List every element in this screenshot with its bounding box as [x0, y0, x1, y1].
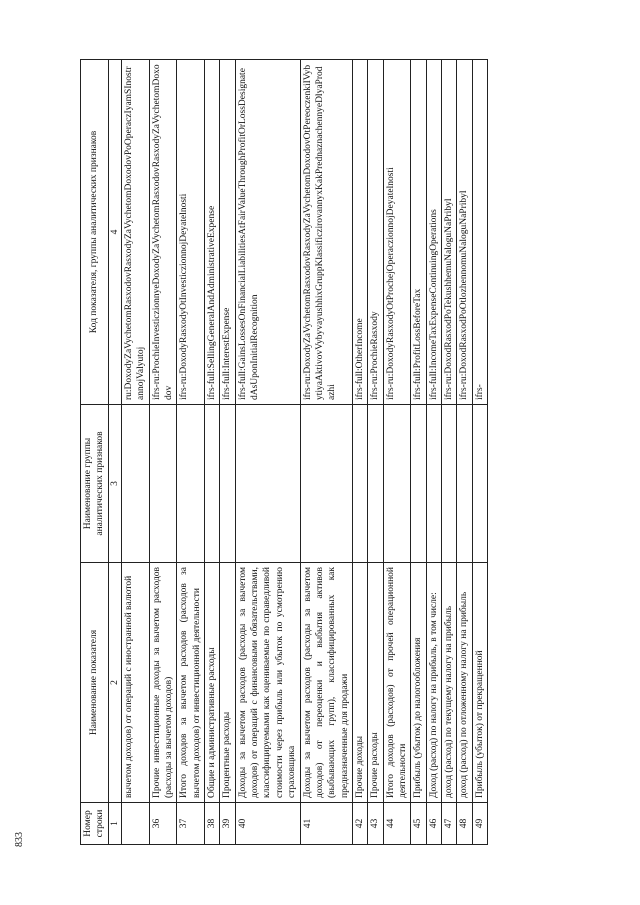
table-row — [411, 60, 426, 845]
row-number: 45 — [411, 803, 426, 845]
indicator-code: ifrs-full:InterestExpense — [220, 60, 235, 405]
row-number: 43 — [368, 803, 383, 845]
table-row — [368, 60, 383, 845]
indicator-code: ifrs-ru:DoxodyZaVychetomRasxodovRasxodyZaVychetomDoxodovOtPereoczenkiIVybytiyaAktivovVybyvayushhixGruppKlassificzirovannyxKakPrednaznachennyeDlyaProdazhi — [300, 60, 352, 405]
column-number: 4 — [108, 60, 121, 405]
table-row — [177, 60, 205, 845]
indicator-name: Доход (расход) по налогу на прибыль, в том числе: — [426, 563, 441, 803]
indicator-name: Прибыль (убыток) от прекращенной — [472, 563, 487, 803]
indicator-code: ifrs-ru:DoxodyRasxodyOtInvesticzionnojDeyatelnosti — [177, 60, 205, 405]
indicator-name: Прочие расходы — [368, 563, 383, 803]
indicator-code: ifrs-ru:DoxodyRasxodyOtProchejOperaczionnojDeyatelnosti — [383, 60, 411, 405]
row-number: 44 — [383, 803, 411, 845]
group-name — [472, 405, 487, 563]
table-row — [352, 60, 367, 845]
indicator-table — [80, 59, 488, 845]
group-name — [205, 405, 220, 563]
row-number: 41 — [300, 803, 352, 845]
row-number: 38 — [205, 803, 220, 845]
table-row — [457, 60, 472, 845]
row-number: 37 — [177, 803, 205, 845]
group-name — [220, 405, 235, 563]
header-code: Код показателя, группы аналитических признаков — [81, 60, 109, 405]
table-row — [472, 60, 487, 845]
indicator-code: ifrs-ru:DoxodRasxodPoOtlozhennomuNaloguNaPribyl — [457, 60, 472, 405]
header-group-name: Наименование группы аналитических признаков — [81, 405, 109, 563]
header-row — [81, 60, 109, 845]
group-name — [149, 405, 177, 563]
group-name — [411, 405, 426, 563]
table-body — [122, 60, 488, 845]
page-number: 833 — [14, 832, 25, 847]
indicator-code: ifrs-full:ProfitLossBeforeTax — [411, 60, 426, 405]
group-name — [235, 405, 300, 563]
group-name — [300, 405, 352, 563]
indicator-name: Прочие инвестиционные доходы за вычетом расходов (расходы за вычетом доходов) — [149, 563, 177, 803]
indicator-code: ifrs-full:GainsLossesOnFinancialLiabilitiesAtFairValueThroughProfitOrLossDesignatedAsUponInitialRecognition — [235, 60, 300, 405]
group-name — [122, 405, 150, 563]
table-row — [300, 60, 352, 845]
row-number: 47 — [441, 803, 456, 845]
indicator-name: доход (расход) по текущему налогу на прибыль — [441, 563, 456, 803]
row-number: 49 — [472, 803, 487, 845]
indicator-name: доход (расход) по отложенному налогу на прибыль — [457, 563, 472, 803]
indicator-name: Итого доходов за вычетом расходов (расходов за вычетом доходов) от инвестиционной деятельности — [177, 563, 205, 803]
row-number: 42 — [352, 803, 367, 845]
table-row — [441, 60, 456, 845]
group-name — [177, 405, 205, 563]
group-name — [441, 405, 456, 563]
row-number — [122, 803, 150, 845]
table-row — [149, 60, 177, 845]
row-number: 46 — [426, 803, 441, 845]
row-number: 48 — [457, 803, 472, 845]
indicator-code: ifrs-full:OtherIncome — [352, 60, 367, 405]
indicator-code: ifrs-ru:ProchieInvesticzionnyeDoxodyZaVychetomRasxodovRasxodyZaVychetomDoxodov — [149, 60, 177, 405]
indicator-name: Доходы за вычетом расходов (расходы за вычетом доходов) от операций с финансовыми обязательствами, классифицируемыми как оцениваемые по справедливой стоимости через прибыль или убыток по усмотрению страховщика — [235, 563, 300, 803]
indicator-code: ifrs-ru:DoxodRasxodPoTekushhemuNaloguNaPribyl — [441, 60, 456, 405]
column-number: 3 — [108, 405, 121, 563]
column-number-row — [108, 60, 121, 845]
row-number: 40 — [235, 803, 300, 845]
table-row — [426, 60, 441, 845]
indicator-name: Процентные расходы — [220, 563, 235, 803]
table-row — [205, 60, 220, 845]
column-number: 2 — [108, 563, 121, 803]
group-name — [426, 405, 441, 563]
table-row — [235, 60, 300, 845]
column-number: 1 — [108, 803, 121, 845]
group-name — [383, 405, 411, 563]
table-row — [220, 60, 235, 845]
indicator-name: Общие и административные расходы — [205, 563, 220, 803]
table-row — [383, 60, 411, 845]
indicator-name: Итого доходов (расходов) от прочей операционной деятельности — [383, 563, 411, 803]
header-indicator-name: Наименование показателя — [81, 563, 109, 803]
header-row-number: Номер строки — [81, 803, 109, 845]
indicator-name: вычетом доходов) от операций с иностранной валютой — [122, 563, 150, 803]
indicator-code: ifrs- — [472, 60, 487, 405]
group-name — [368, 405, 383, 563]
table-row — [122, 60, 150, 845]
indicator-name: Доходы за вычетом расходов (расходы за вычетом доходов) от переоценки и выбытия активов (выбывающих групп), классифицированных как предназначенные для продажи — [300, 563, 352, 803]
indicator-code: ifrs-full:SellingGeneralAndAdministrativeExpense — [205, 60, 220, 405]
indicator-code: ifrs-full:IncomeTaxExpenseContinuingOperations — [426, 60, 441, 405]
group-name — [352, 405, 367, 563]
row-number: 36 — [149, 803, 177, 845]
indicator-name: Прочие доходы — [352, 563, 367, 803]
indicator-code: ifrs-ru:ProchieRasxody — [368, 60, 383, 405]
group-name — [457, 405, 472, 563]
indicator-name: Прибыль (убыток) до налогообложения — [411, 563, 426, 803]
indicator-code: ru:DoxodyZaVychetomRasxodovRasxodyZaVychetomDoxodovPoOperaczIyamSInostrannojValyutoj — [122, 60, 150, 405]
row-number: 39 — [220, 803, 235, 845]
